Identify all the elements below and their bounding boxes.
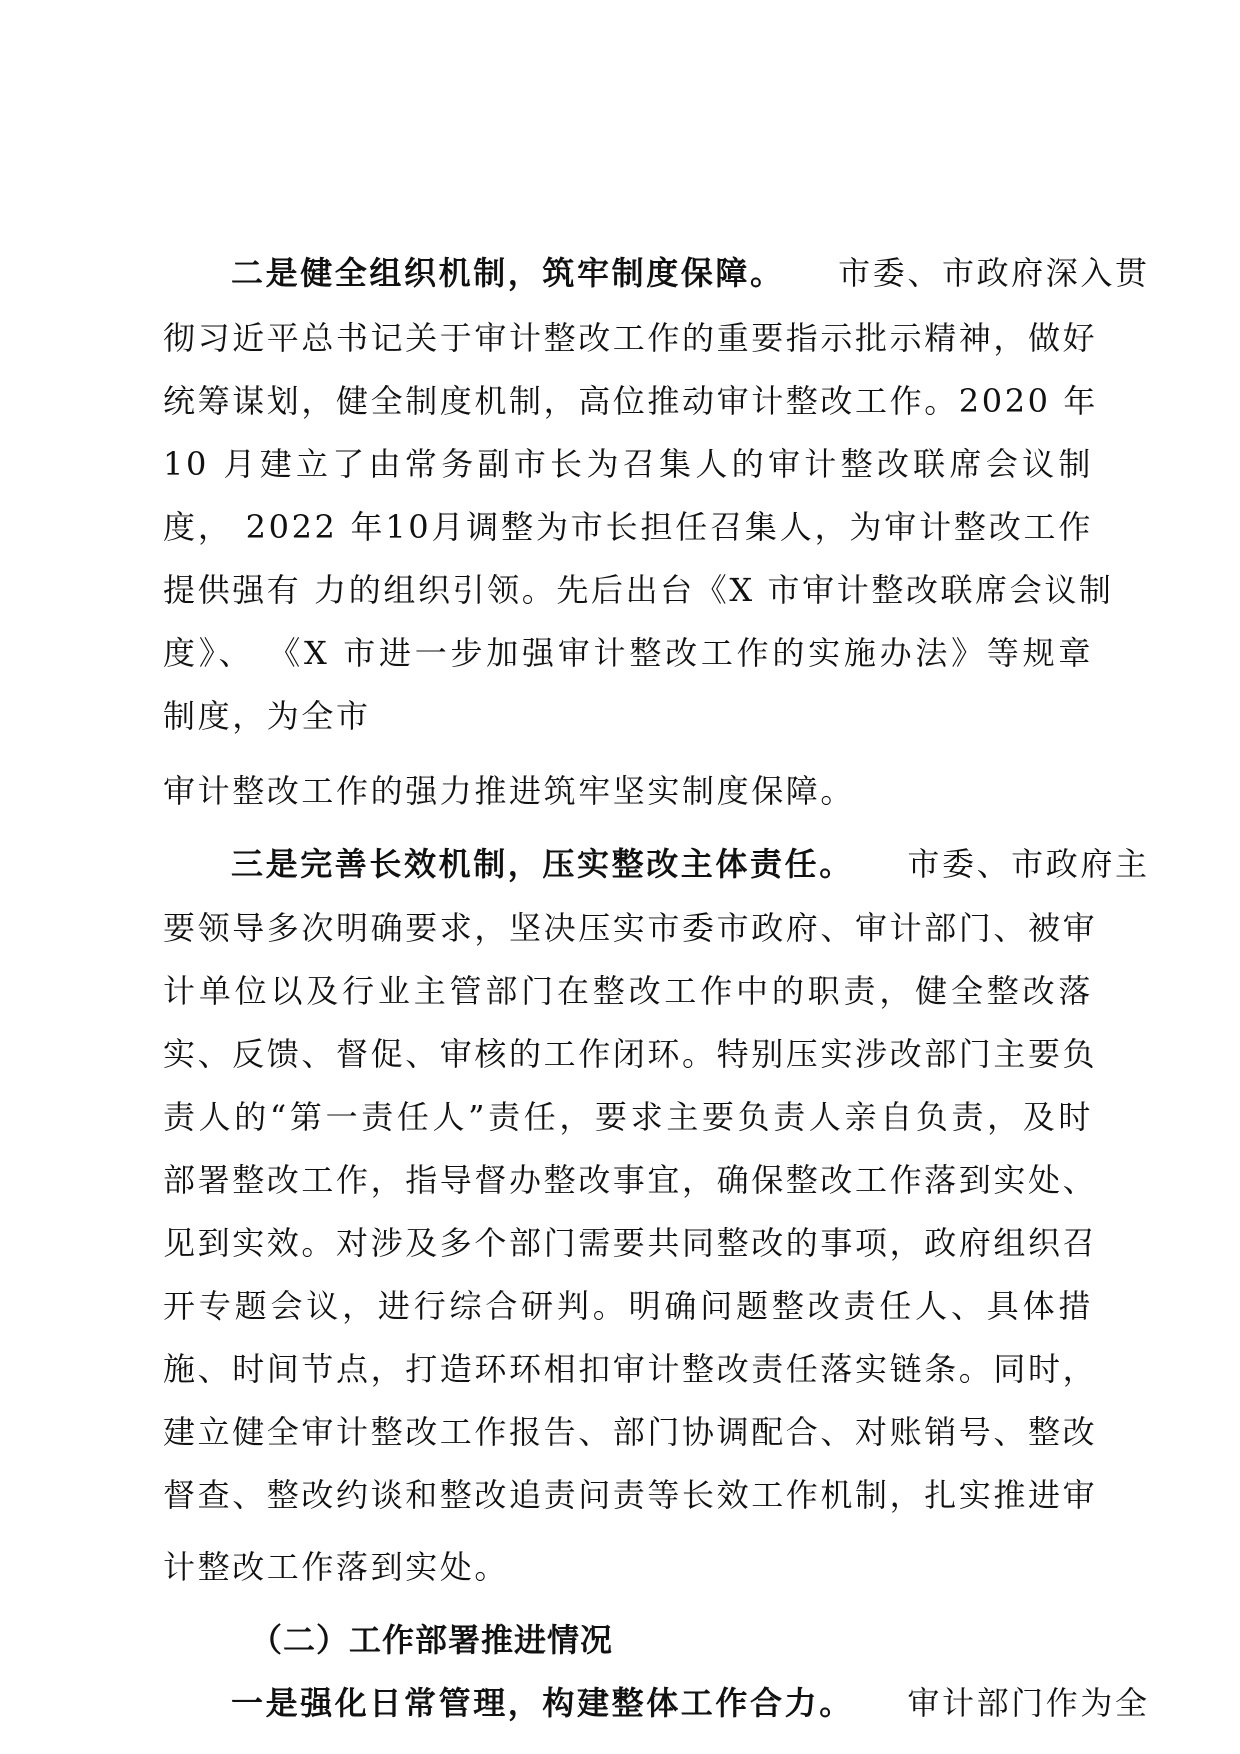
paragraph-line: 度， 2022 年10月调整为市长担任召集人，为审计整改工作 xyxy=(163,508,1093,546)
paragraph-line: 计单位以及行业主管部门在整改工作中的职责，健全整改落 xyxy=(163,972,1093,1010)
paragraph-text: 市委、市政府深入贯 xyxy=(838,254,1150,292)
paragraph-line: 开专题会议，进行综合研判。明确问题整改责任人、具体措 xyxy=(163,1287,1093,1325)
paragraph-line: 彻习近平总书记关于审计整改工作的重要指示批示精神，做好 xyxy=(163,319,1098,357)
paragraph-line: 建立健全审计整改工作报告、部门协调配合、对账销号、整改 xyxy=(163,1413,1098,1451)
paragraph-line xyxy=(231,1680,1150,1726)
paragraph-line: 度》、 《X 市进一步加强审计整改工作的实施办法》等规章 xyxy=(163,634,1093,672)
paragraph-line: 责人的“第一责任人”责任，要求主要负责人亲自负责，及时 xyxy=(163,1098,1093,1136)
paragraph-line: 制度，为全市 xyxy=(163,697,371,735)
paragraph-line: 施、时间节点，打造环环相扣审计整改责任落实链条。同时， xyxy=(163,1350,1098,1388)
paragraph-line: 统筹谋划，健全制度机制，高位推动审计整改工作。2020 年 xyxy=(163,382,1099,420)
paragraph-line xyxy=(231,250,1150,296)
paragraph-line: 部署整改工作，指导督办整改事宜，确保整改工作落到实处、 xyxy=(163,1161,1098,1199)
paragraph-line xyxy=(231,841,1150,887)
paragraph-line: 计整改工作落到实处。 xyxy=(163,1548,510,1586)
paragraph-line: 督查、整改约谈和整改追责问责等长效工作机制，扎实推进审 xyxy=(163,1476,1098,1514)
paragraph-line: 10 月建立了由常务副市长为召集人的审计整改联席会议制 xyxy=(163,445,1093,483)
paragraph-text: 市委、市政府主 xyxy=(907,845,1150,883)
paragraph-text: 审计部门作为全 xyxy=(907,1684,1150,1722)
paragraph-lead: 二是健全组织机制，筑牢制度保障。 xyxy=(231,254,785,292)
paragraph-line: 审计整改工作的强力推进筑牢坚实制度保障。 xyxy=(163,772,856,810)
paragraph-lead: 一是强化日常管理，构建整体工作合力。 xyxy=(231,1684,854,1722)
paragraph-lead: 三是完善长效机制，压实整改主体责任。 xyxy=(231,845,854,883)
paragraph-line: 提供强有 力的组织引领。先后出台《X 市审计整改联席会议制 xyxy=(163,571,1114,609)
paragraph-line: 见到实效。对涉及多个部门需要共同整改的事项，政府组织召 xyxy=(163,1224,1098,1262)
paragraph-line: 要领导多次明确要求，坚决压实市委市政府、审计部门、被审 xyxy=(163,909,1098,947)
paragraph-line: 实、反馈、督促、审核的工作闭环。特别压实涉改部门主要负 xyxy=(163,1035,1098,1073)
section-heading: （二）工作部署推进情况 xyxy=(250,1621,614,1659)
